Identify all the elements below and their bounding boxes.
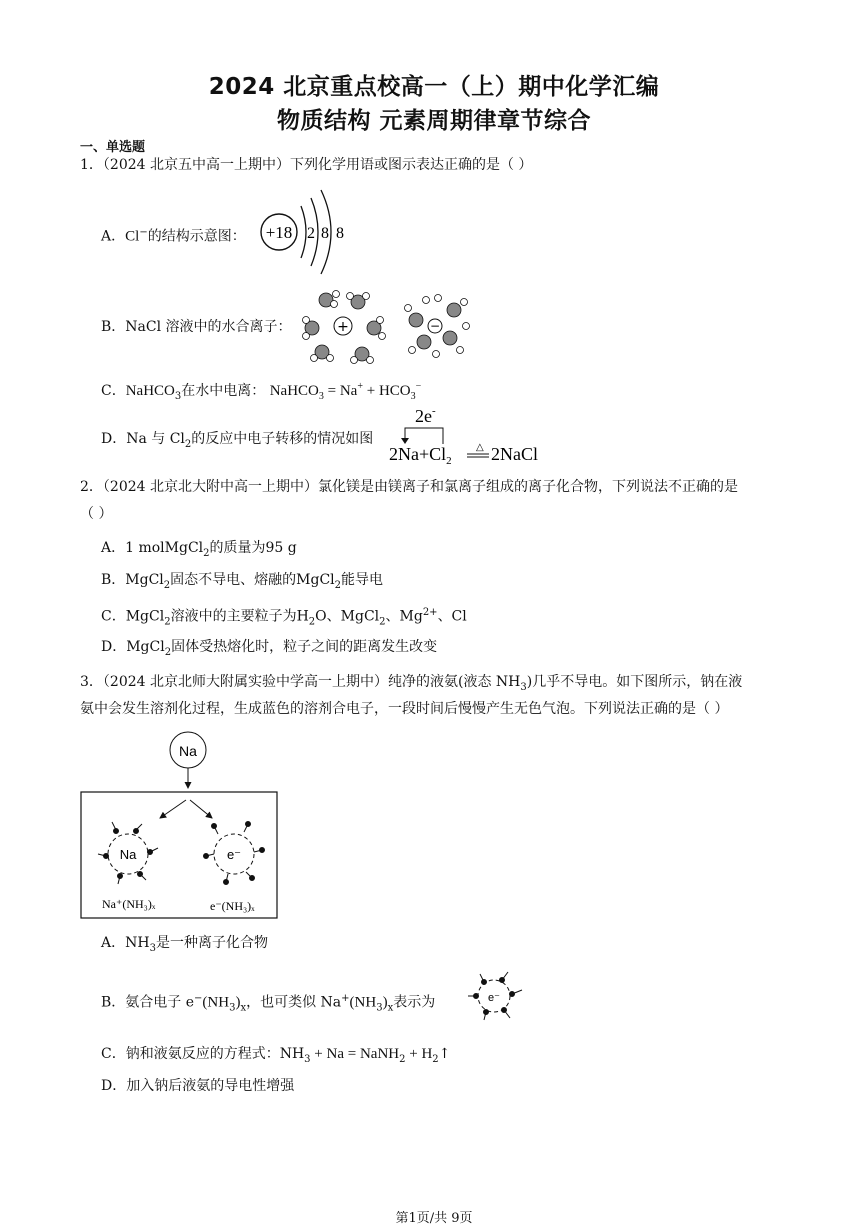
q1-option-c: C．NaHCO$_3$在水中电离： NaHCO$_3$ = $Na^+ + HCO_3^-$ [101, 381, 422, 402]
left-center-label: Na [119, 847, 137, 862]
cation-sign: + [337, 319, 349, 335]
right-center-label: e⁻ [226, 847, 242, 862]
question-3-stem-line2: 氨中会发生溶剂化过程，生成蓝色的溶剂合电子，一段时间后慢慢产生无色气泡。下列说法正确的是（ ） [80, 701, 729, 717]
hydrated-ions-diagram [298, 288, 478, 366]
q1-c-equation: NaHCO$_3$ = $Na^+ + HCO_3^-$ [269, 381, 422, 402]
solvated-electron-diagram [462, 966, 530, 1026]
nucleus-charge: +18 [265, 223, 293, 242]
question-2-stem: 2．（2024 北京北大附中高一上期中）氯化镁是由镁离子和氯离子组成的离子化合物，下列说法不正确的是 [80, 479, 738, 495]
q3-option-d: D．加入钠后液氨的导电性增强 [101, 1078, 295, 1094]
q2-option-c: C．MgCl$_2$溶液中的主要粒子为$H_2O$、MgCl$_2$、$Mg^{2+}$、Cl [101, 607, 467, 628]
q3-option-b: B．氨合电子 $e^-(NH_3)_x$，也可类似 $Na^+(NH_3)_x$表示为 [101, 993, 436, 1014]
sodium-solvation-diagram [78, 730, 282, 922]
q1-option-a: A．Cl−的结构示意图： [101, 227, 246, 245]
shell-2-count: 8 [321, 225, 329, 242]
electron-transfer-diagram [385, 404, 555, 466]
q3-option-c: C．钠和液氨反应的方程式：$NH_3 + Na$ = NaNH$_2$ + $H_2↑$ [101, 1046, 451, 1065]
right-species-label: e⁻(NH₃)ₓ [210, 899, 255, 913]
left-species-label: Na⁺(NH₃)ₓ [102, 897, 156, 911]
q2-option-d: D．MgCl$_2$固体受热熔化时，粒子之间的距离发生改变 [101, 639, 438, 658]
equation-rhs: 2NaCl [491, 444, 538, 464]
chloride-structure-diagram [255, 186, 355, 278]
page-subtitle: 物质结构 元素周期律章节综合 [276, 108, 591, 134]
section-heading: 一、单选题 [80, 140, 146, 155]
page-title: 2024 北京重点校高一（上）期中化学汇编 [208, 74, 660, 100]
q1-option-b: B．NaCl 溶液中的水合离子： [101, 319, 292, 335]
q1-option-d: D．Na 与 $Cl_2$的反应中电子转移的情况如图 [101, 431, 374, 450]
q3-option-a: A．$NH_3$是一种离子化合物 [101, 935, 268, 954]
heat-symbol: △ [476, 442, 484, 453]
question-1-stem: 1．（2024 北京五中高一上期中）下列化学用语或图示表达正确的是（ ） [80, 157, 533, 173]
shell-3-count: 8 [336, 225, 344, 242]
equation-lhs: $2Na+Cl_2$ [389, 444, 452, 466]
q2-option-a: A．1 molMgCl$_2$的质量为95 g [101, 540, 297, 559]
top-sodium-label: Na [179, 743, 197, 759]
page-footer: 第1页/共 9页 [395, 1211, 473, 1226]
q2-option-b: B．MgCl$_2$固态不导电、熔融的MgCl$_2$能导电 [101, 572, 384, 591]
question-2-stem-cont: （ ） [80, 506, 113, 522]
shell-1-count: 2 [307, 225, 315, 242]
electron-label: e⁻ [488, 992, 500, 1004]
question-3-stem: 3．（2024 北京北师大附属实验中学高一上期中）纯净的液氨(液态 $NH_3$)几乎不导电。如下图所示，钠在液 [80, 674, 743, 693]
anion-sign: − [429, 319, 441, 333]
electron-count-label: 2e- [415, 405, 436, 426]
